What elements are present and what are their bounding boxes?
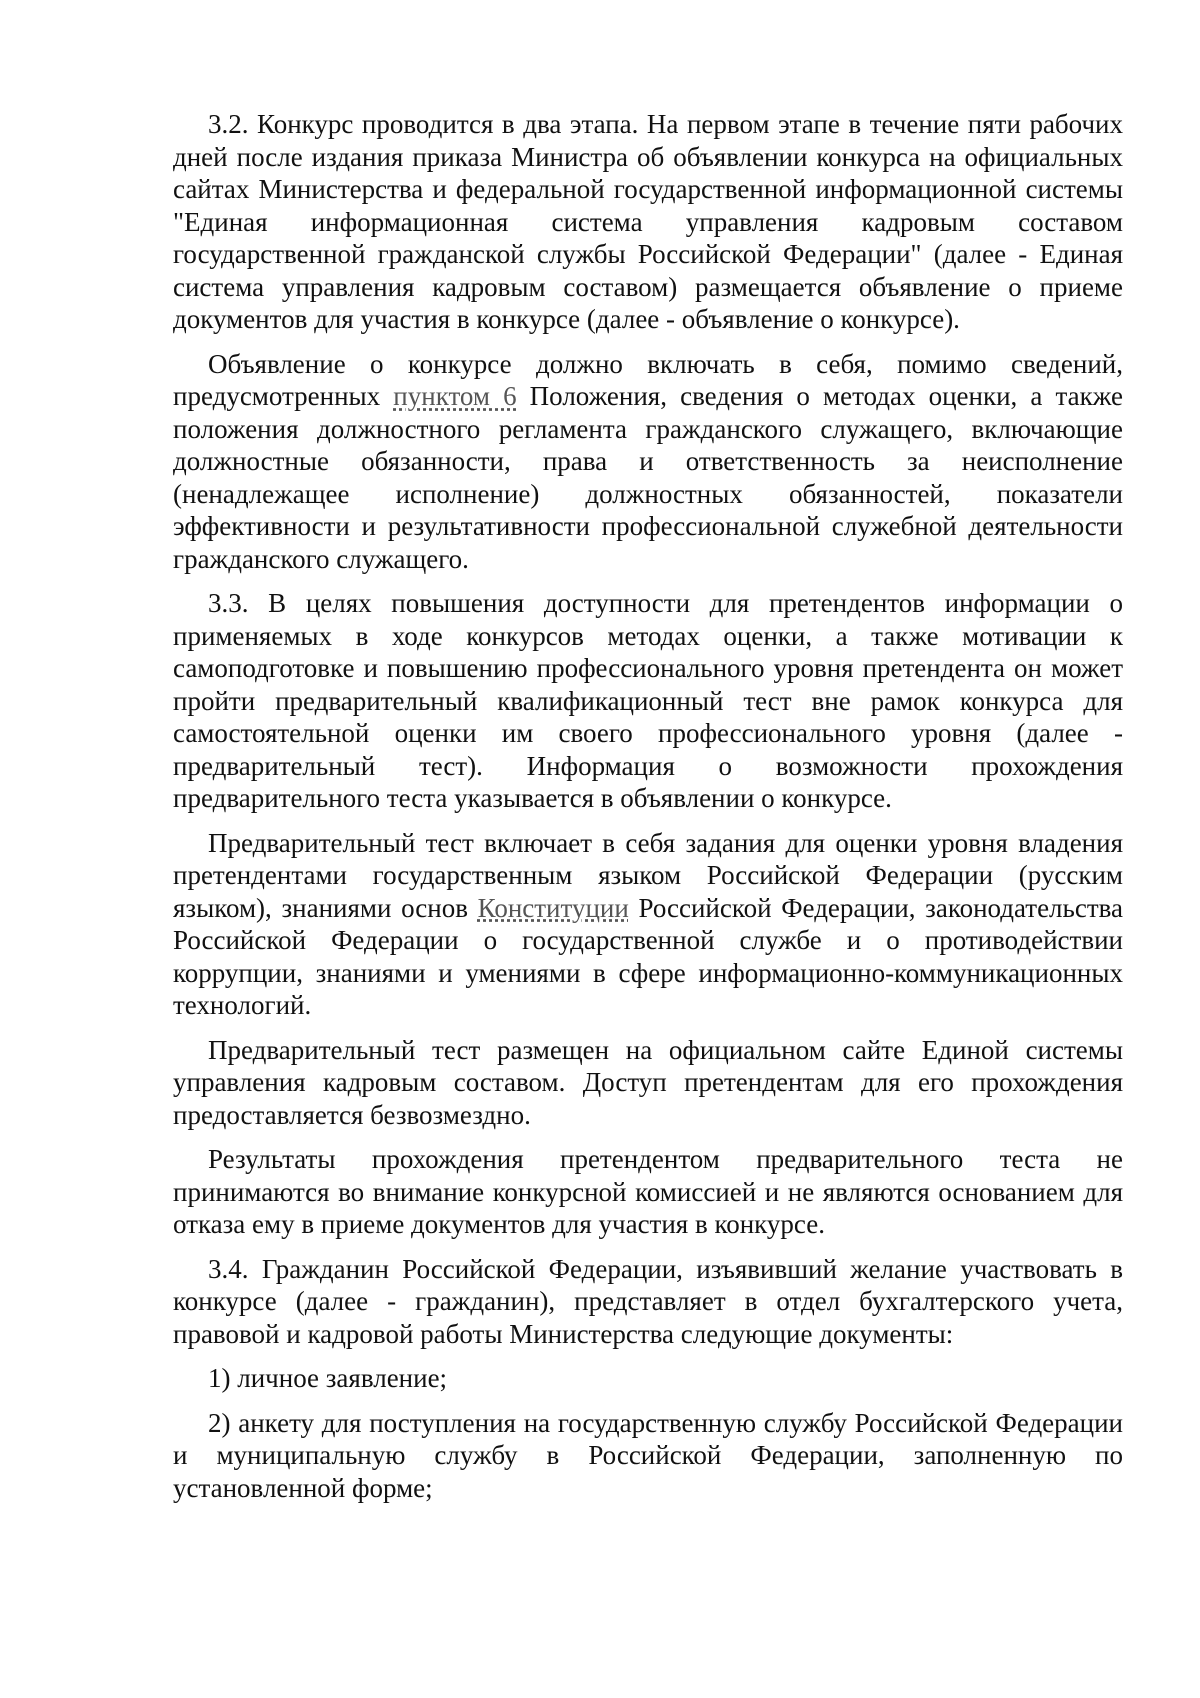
paragraph-3-2: 3.2. Конкурс проводится в два этапа. На первом этапе в течение пяти рабочих дней после издания приказа Министра об объявлении конкурса на официальных сайтах Министерства и федеральной государственной информационной системы "Единая информационная система управления кадровым составом государственной гражданской службы Российской Федерации" (далее - Единая система управления кадровым составом) размещается объявление о приеме документов для участия в конкурсе (далее - объявление о конкурсе). — [173, 109, 1123, 334]
paragraph-3-4: 3.4. Гражданин Российской Федерации, изъявивший желание участвовать в конкурсе (далее - гражданин), представляет в отдел бухгалтерского учета, правовой и кадровой работы Министерства следующие документы: — [173, 1253, 1123, 1349]
paragraph-text: Объявление о конкурсе должно включать в себя, помимо сведений, предусмотренных — [173, 348, 1123, 411]
paragraph-3-3: 3.3. В целях повышения доступности для претендентов информации о применяемых в ходе конкурсов методах оценки, а также мотивации к самоподготовке и повышению профессионального уровня претендента он может пройти предварительный квалификационный тест вне рамок конкурса для самостоятельной оценки им своего профессионального уровня (далее - предварительный тест). Информация о возможности прохождения предварительного теста указывается в объявлении о конкурсе. — [173, 588, 1123, 813]
paragraph-test-results: Результаты прохождения претендентом предварительного теста не принимаются во внимание конкурсной комиссией и не являются основанием для отказа ему в приеме документов для участия в конкурсе. — [173, 1144, 1123, 1239]
list-item-1: 1) личное заявление; — [208, 1363, 448, 1393]
paragraph-preliminary-test-content — [173, 827, 1123, 1022]
list-item-2: 2) анкету для поступления на государственную службу Российской Федерации и муниципальную службу в Российской Федерации, заполненную по установленной форме; — [173, 1407, 1123, 1503]
paragraph-text: Предварительный тест включает в себя задания для оценки уровня владения претендентами государственным языком Российской Федерации (русским языком), знаниями основ — [173, 827, 1123, 923]
paragraph-text: Положения, сведения о методах оценки, а также положения должностного регламента гражданского служащего, включающие должностные обязанности, права и ответственность за неисполнение (ненадлежащее исполнение) должностных обязанностей, показатели эффективности и результативности профессиональной служебной деятельности гражданского служащего. — [173, 381, 1123, 574]
link-constitution[interactable]: Конституции — [477, 892, 629, 923]
paragraph-test-placement: Предварительный тест размещен на официальном сайте Единой системы управления кадровым составом. Доступ претендентам для его прохождения предоставляется безвозмездно. — [173, 1034, 1123, 1130]
document-page — [173, 108, 1123, 1516]
paragraph-announcement-content — [173, 348, 1123, 576]
paragraph-text: Российской Федерации, законодательства Российской Федерации о государственной службе и о противодействии коррупции, знаниями и умениями в сфере информационно-коммуникационных технологий. — [173, 892, 1123, 1020]
link-point-6[interactable]: пунктом 6 — [393, 381, 517, 411]
